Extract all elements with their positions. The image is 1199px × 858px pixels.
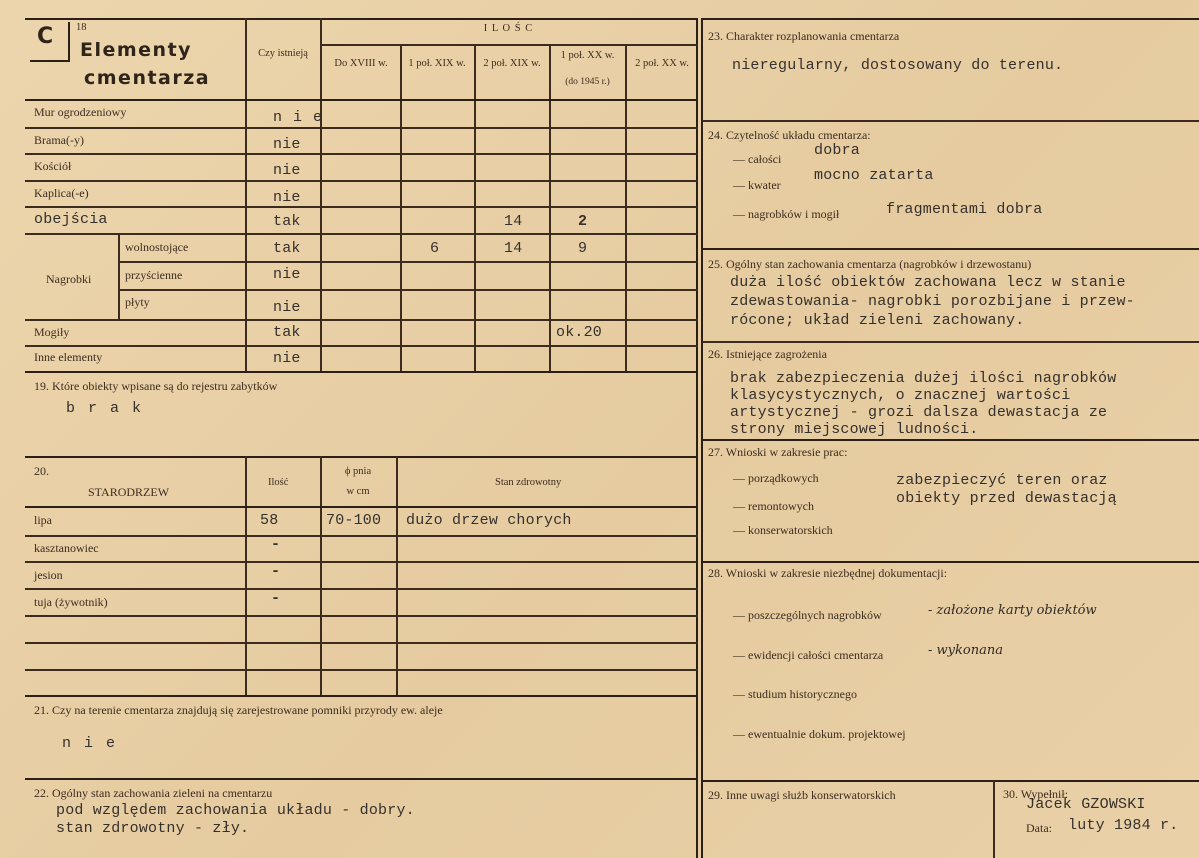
starodrzew-ilosc-lipa: 58	[260, 512, 279, 529]
elements-header-hline	[25, 99, 697, 101]
row-label-plyty: płyty	[125, 295, 150, 309]
q26-line-1: brak zabezpieczenia dużej ilości nagrobków	[730, 370, 1117, 387]
wolnostojace-2pol19: 14	[504, 240, 523, 257]
starodrzew-ilosc-tuja: -	[271, 590, 281, 607]
q21-bottom	[25, 778, 697, 780]
q20-col-stan: Stan zdrowotny	[495, 477, 562, 488]
title-line-2: cmentarza	[84, 67, 211, 89]
q21-label: 21. Czy na terenie cmentarza znajdują się zarejestrowane pomniki przyrody ew. aleje	[34, 703, 443, 717]
elements-vline-6	[625, 44, 627, 372]
starodrzew-name-lipa: lipa	[34, 513, 52, 527]
q28-ewidencji-handwritten: - wykonana	[928, 643, 1003, 658]
q28-ewidencji: — ewidencji całości cmentarza	[733, 648, 884, 662]
q27-konserwatorskich: — konserwatorskich	[733, 523, 833, 537]
starodrzew-ilosc-kasztanowiec: -	[271, 536, 281, 553]
wolnostojace-1pol19: 6	[430, 240, 440, 257]
exists-przyscienne: nie	[273, 266, 301, 283]
q24-calosci-label: — całości	[733, 152, 782, 166]
elements-vline-4	[474, 44, 476, 372]
exists-mogily: tak	[273, 324, 301, 341]
header-col-2pol19: 2 poł. XIX w.	[483, 58, 541, 69]
exists-obejscia: tak	[273, 213, 301, 230]
q24-calosci-value: dobra	[814, 142, 861, 159]
elements-bottom-hline	[25, 371, 697, 373]
q25-line-2: zdewastowania- nagrobki porozbijane i przew-	[730, 293, 1135, 310]
obejscia-2pol19: 14	[504, 213, 523, 230]
header-col-1pol20: 1 poł. XX w.	[560, 50, 615, 61]
exists-kaplica: nie	[273, 189, 301, 206]
obejscia-1pol20: 2	[578, 213, 588, 230]
exists-mur: n i e	[273, 109, 324, 126]
q24-nagrobkow-value: fragmentami dobra	[886, 201, 1043, 218]
starodrzew-pnia-lipa: 70-100	[326, 512, 382, 529]
q19-answer: b r a k	[66, 400, 144, 417]
frame-divider-right	[701, 18, 703, 858]
q28-bottom	[702, 780, 1199, 782]
starodrzew-header-hline	[25, 506, 697, 508]
elements-hline-8	[25, 319, 697, 321]
q24-bottom	[702, 248, 1199, 250]
elements-hline-1	[25, 127, 697, 129]
q24-kwater-value: mocno zatarta	[814, 167, 934, 184]
row-label-kaplica: Kaplica(-e)	[34, 186, 89, 200]
nagrobki-vline	[118, 234, 120, 320]
q24-nagrobkow-label: — nagrobków i mogił	[733, 207, 840, 221]
frame-top-left	[25, 18, 697, 20]
elements-hline-4	[25, 206, 697, 208]
q27-line-2: obiekty przed dewastacją	[896, 490, 1117, 507]
q25-label: 25. Ogólny stan zachowania cmentarza (nagrobków i drzewostanu)	[708, 257, 1032, 271]
header-czy-istnieja: Czy istnieją	[258, 48, 308, 59]
exists-inne: nie	[273, 350, 301, 367]
page-number: 18	[76, 22, 87, 33]
q27-label: 27. Wnioski w zakresie prac:	[708, 445, 848, 459]
q27-remontowych: — remontowych	[733, 499, 814, 513]
row-label-obejscia: obejścia	[34, 211, 108, 228]
exists-brama: nie	[273, 136, 301, 153]
elements-hline-5	[25, 233, 697, 235]
q21-answer: n i e	[62, 735, 118, 752]
q25-line-1: duża ilość obiektów zachowana lecz w stanie	[730, 274, 1126, 291]
q30-data-label: Data:	[1026, 821, 1052, 835]
q28-nagrobkow-handwritten: - założone karty obiektów	[928, 603, 1097, 618]
starodrzew-hline-4	[25, 615, 697, 617]
starodrzew-hline-3	[25, 588, 697, 590]
q28-label: 28. Wnioski w zakresie niezbędnej dokumentacji:	[708, 566, 948, 580]
q19-label: 19. Które obiekty wpisane są do rejestru zabytków	[34, 379, 278, 393]
q20-col-ilosc: Ilość	[268, 477, 289, 488]
starodrzew-name-kasztanowiec: kasztanowiec	[34, 541, 99, 555]
q26-line-4: strony miejscowej ludności.	[730, 421, 979, 438]
header-col-2pol20: 2 poł. XX w.	[635, 58, 689, 69]
q24-kwater-label: — kwater	[733, 178, 781, 192]
row-label-brama: Brama(-y)	[34, 133, 84, 147]
frame-divider-left	[696, 18, 698, 858]
q27-line-1: zabezpieczyć teren oraz	[896, 472, 1108, 489]
title-line-1: Elementy	[80, 39, 193, 61]
row-label-nagrobki: Nagrobki	[46, 272, 92, 286]
q30-label: 30. Wypełnił:	[1003, 787, 1069, 801]
starodrzew-stan-lipa: dużo drzew chorych	[406, 512, 572, 529]
q28-nagrobkow: — poszczególnych nagrobków	[733, 608, 882, 622]
mogily-1pol20: ok.20	[556, 324, 603, 341]
starodrzew-hline-6	[25, 669, 697, 671]
q20-title: STARODRZEW	[88, 485, 170, 499]
q26-label: 26. Istniejące zagrożenia	[708, 347, 827, 361]
q29-q30-divider	[993, 780, 995, 858]
exists-wolnostojace: tak	[273, 240, 301, 257]
elements-hline-7	[118, 289, 697, 291]
header-col-do18: Do XVIII w.	[334, 58, 388, 69]
row-label-inne: Inne elementy	[34, 350, 103, 364]
q22-line-2: stan zdrowotny - zły.	[56, 820, 250, 837]
q26-line-2: klasycystycznych, o znacznej wartości	[730, 387, 1071, 404]
frame-top-right	[702, 18, 1199, 20]
exists-kosciol: nie	[273, 162, 301, 179]
exists-plyty: nie	[273, 299, 301, 316]
q26-bottom	[702, 439, 1199, 441]
starodrzew-bottom	[25, 695, 697, 697]
elements-hline-2	[25, 153, 697, 155]
q20-col-pnia-1: ϕ pnia	[344, 466, 372, 477]
starodrzew-hline-5	[25, 642, 697, 644]
header-ilosc: I L O Ś C	[483, 23, 534, 34]
elements-hline-6	[118, 261, 697, 263]
starodrzew-name-tuja: tuja (żywotnik)	[34, 595, 108, 609]
row-label-wolnostojace: wolnostojące	[125, 240, 189, 254]
q22-label: 22. Ogólny stan zachowania zieleni na cmentarzu	[34, 786, 273, 800]
starodrzew-hline-2	[25, 561, 697, 563]
elements-vline-3	[400, 44, 402, 372]
starodrzew-hline-1	[25, 535, 697, 537]
q23-label: 23. Charakter rozplanowania cmentarza	[708, 29, 900, 43]
row-label-mogily: Mogiły	[34, 325, 70, 339]
q23-bottom	[702, 120, 1199, 122]
q27-porzadkowych: — porządkowych	[733, 471, 819, 485]
starodrzew-vline-3	[396, 456, 398, 696]
q28-projektowej: — ewentualnie dokum. projektowej	[733, 727, 906, 741]
q27-bottom	[702, 561, 1199, 563]
row-label-przyscienne: przyścienne	[125, 268, 183, 282]
row-label-mur: Mur ogrodzeniowy	[34, 105, 127, 119]
q25-bottom	[702, 341, 1199, 343]
starodrzew-top	[25, 456, 697, 458]
q29-label: 29. Inne uwagi służb konserwatorskich	[708, 788, 896, 802]
q30-name: Jacek GZOWSKI	[1026, 796, 1146, 813]
q20-col-pnia-2: w cm	[346, 486, 370, 497]
starodrzew-vline-1	[245, 456, 247, 696]
q28-studium: — studium historycznego	[733, 687, 857, 701]
elements-hline-9	[25, 345, 697, 347]
q25-line-3: rócone; układ zieleni zachowany.	[730, 312, 1025, 329]
header-col-1pol20-sub: (do 1945 r.)	[565, 77, 610, 87]
elements-hline-3	[25, 180, 697, 182]
q22-line-1: pod względem zachowania układu - dobry.	[56, 802, 415, 819]
q30-data-value: luty 1984 r.	[1068, 817, 1179, 834]
elements-vline-5	[549, 44, 551, 372]
q24-label: 24. Czytelność układu cmentarza:	[708, 128, 871, 142]
q23-answer: nieregularny, dostosowany do terenu.	[732, 57, 1064, 74]
starodrzew-ilosc-jesion: -	[271, 563, 281, 580]
section-letter: C	[37, 24, 55, 49]
row-label-kosciol: Kościół	[34, 159, 72, 173]
q26-line-3: artystycznej - grozi dalsza dewastacja ze	[730, 404, 1108, 421]
q20-number: 20.	[34, 464, 49, 478]
wolnostojace-1pol20: 9	[578, 240, 588, 257]
ilosc-hline	[320, 44, 697, 46]
header-col-1pol19: 1 poł. XIX w.	[408, 58, 466, 69]
starodrzew-name-jesion: jesion	[34, 568, 63, 582]
